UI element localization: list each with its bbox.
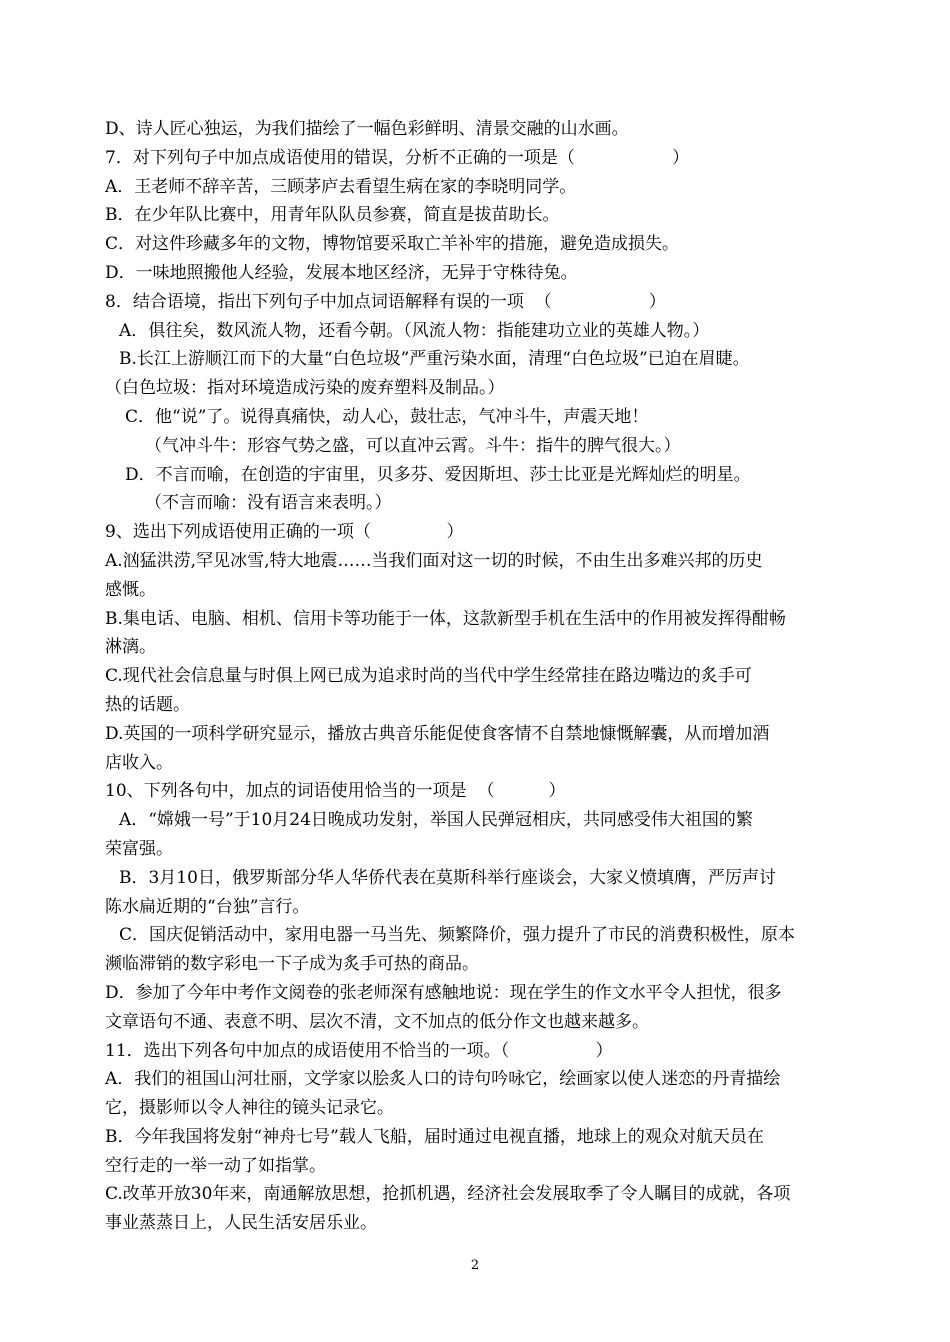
question-10-stem: 10、下列各句中，加点的词语使用恰当的一项是 （ ） xyxy=(105,781,566,802)
question-11-option-c: C.改革开放30年来，南通解放思想，抢抓机遇，经济社会发展取季了令人瞩目的成就，各项 xyxy=(105,1184,791,1205)
question-8-option-a: A．俱往矣，数风流人物，还看今朝。（风流人物：指能建功立业的英雄人物。） xyxy=(119,320,710,341)
question-9-option-b: B.集电话、电脑、相机、信用卡等功能于一体，这款新型手机在生活中的作用被发挥得酣畅 xyxy=(105,608,786,629)
question-8-option-d-note: （不言而喻：没有语言来表明。） xyxy=(145,493,392,514)
text-line: D、诗人匠心独运，为我们描绘了一幅色彩鲜明、清景交融的山水画。 xyxy=(105,119,629,139)
question-11-option-c-cont: 事业蒸蒸日上，人民生活安居乐业。 xyxy=(105,1213,377,1234)
page-number: 2 xyxy=(470,1258,480,1273)
question-7-stem: 7．对下列句子中加点成语使用的错误，分析不正确的一项是（ ） xyxy=(105,147,690,168)
question-10-option-d-cont: 文章语句不通、表意不明、层次不清，文不加点的低分作文也越来越多。 xyxy=(105,1011,649,1032)
question-7-option-a: A．王老师不辞辛苦，三顾茅庐去看望生病在家的李晓明同学。 xyxy=(105,176,577,197)
question-9-option-c-cont: 热的话题。 xyxy=(105,694,190,715)
question-8-option-c-note: （气冲斗牛：形容气势之盛，可以直冲云霄。斗牛：指牛的脾气很大。） xyxy=(145,435,681,456)
question-11-stem: 11．选出下列各句中加点的成语使用不恰当的一项。（ ） xyxy=(105,1040,613,1061)
question-11-option-b: B．今年我国将发射“神舟七号”载人飞船，届时通过电视直播，地球上的观众对航天员在 xyxy=(105,1126,764,1147)
question-7-option-b: B．在少年队比赛中，用青年队队员参赛，简直是拔苗助长。 xyxy=(105,205,560,226)
question-7-option-d: D．一味地照搬他人经验，发展本地区经济，无异于守株待兔。 xyxy=(105,262,578,283)
question-7-option-c: C．对这件珍藏多年的文物，博物馆要采取亡羊补牢的措施，避免造成损失。 xyxy=(105,234,680,255)
question-10-option-c: C．国庆促销活动中，家用电器一马当先、频繁降价，强力提升了市民的消费积极性，原本 xyxy=(119,925,796,946)
question-11-option-a-cont: 它，摄影师以令人神往的镜头记录它。 xyxy=(105,1098,394,1119)
question-9-option-a: A.汹猛洪涝,罕见冰雪,特大地震……当我们面对这一切的时候，不由生出多难兴邦的历史 xyxy=(105,550,763,571)
question-8-option-c: C．他“说”了。说得真痛快，动人心，鼓壮志，气冲斗牛，声震天地！ xyxy=(125,406,649,427)
question-8-option-b-note: （白色垃圾：指对环境造成污染的废弃塑料及制品。） xyxy=(105,378,505,399)
question-9-stem: 9、选出下列成语使用正确的一项（ ） xyxy=(105,522,464,543)
question-9-option-a-cont: 感慨。 xyxy=(105,579,156,600)
question-8-stem: 8．结合语境，指出下列句子中加点词语解释有误的一项 （ ） xyxy=(105,291,666,312)
question-8-option-b: B.长江上游顺江而下的大量“白色垃圾”严重污染水面，清理“白色垃圾”已迫在眉睫。 xyxy=(119,349,750,370)
question-8-option-d: D．不言而喻，在创造的宇宙里，贝多芬、爱因斯坦、莎士比亚是光辉灿烂的明星。 xyxy=(125,464,751,485)
question-11-option-a: A．我们的祖国山河壮丽，文学家以脍炙人口的诗句吟咏它，绘画家以使人迷恋的丹青描绘 xyxy=(105,1069,781,1090)
question-9-option-c: C.现代社会信息量与时俱上网已成为追求时尚的当代中学生经常挂在路边嘴边的炙手可 xyxy=(105,666,752,687)
question-9-option-d: D.英国的一项科学研究显示，播放古典音乐能促使食客情不自禁地慷慨解囊，从而增加酒 xyxy=(105,723,770,744)
question-10-option-a-cont: 荣富强。 xyxy=(105,838,173,859)
question-11-option-b-cont: 空行走的一举一动了如指掌。 xyxy=(105,1155,326,1176)
question-10-option-d: D．参加了今年中考作文阅卷的张老师深有感触地说：现在学生的作文水平令人担忧，很多 xyxy=(105,982,782,1003)
question-9-option-b-cont: 淋漓。 xyxy=(105,637,156,658)
question-10-option-c-cont: 濒临滞销的数字彩电一下子成为炙手可热的商品。 xyxy=(105,954,479,975)
question-10-option-b: B．3月10日，俄罗斯部分华人华侨代表在莫斯科举行座谈会，大家义愤填膺，严厉声讨 xyxy=(119,867,776,888)
document-body xyxy=(105,115,853,1238)
question-10-option-a: A．“嫦娥一号”于10月24日晚成功发射，举国人民弹冠相庆，共同感受伟大祖国的繁 xyxy=(119,810,753,831)
question-10-option-b-cont: 陈水扁近期的“台独”言行。 xyxy=(105,896,310,917)
question-9-option-d-cont: 店收入。 xyxy=(105,752,173,773)
